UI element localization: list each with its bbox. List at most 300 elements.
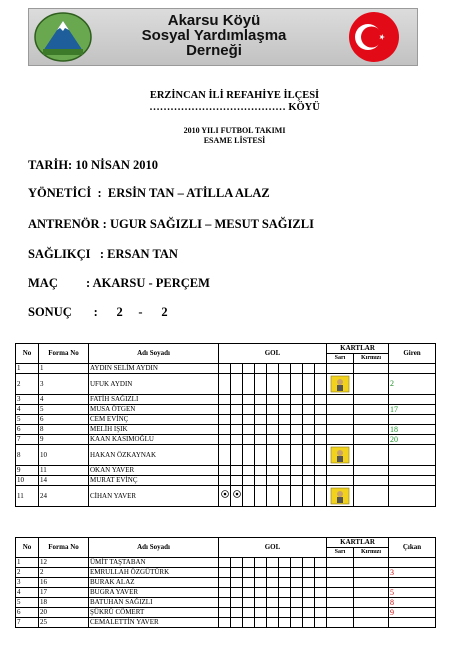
row-no: 10 (16, 476, 39, 486)
row-jersey: 3 (39, 374, 89, 395)
goal-cell (279, 374, 291, 395)
goal-cell (279, 578, 291, 588)
mountain-logo-icon (33, 11, 93, 63)
goal-cell (231, 608, 243, 618)
goal-cell (231, 486, 243, 507)
goal-cell (303, 364, 315, 374)
goal-cell (291, 466, 303, 476)
goal-cell (291, 364, 303, 374)
goal-cell (303, 435, 315, 445)
row-no: 9 (16, 466, 39, 476)
substitution-cell: 8 (389, 598, 436, 608)
header-yellow: Sarı (327, 354, 354, 364)
row-no: 4 (16, 588, 39, 598)
goal-cell (255, 415, 267, 425)
goal-cell (303, 476, 315, 486)
banner-line-3: Derneği (186, 42, 242, 59)
crescent-star-flag-icon (335, 11, 413, 63)
row-jersey: 18 (39, 598, 89, 608)
goal-cell (267, 445, 279, 466)
goal-cell (243, 578, 255, 588)
row-jersey: 20 (39, 608, 89, 618)
goal-cell (315, 364, 327, 374)
goal-cell (243, 608, 255, 618)
goal-cell (219, 568, 231, 578)
goal-cell (255, 486, 267, 507)
goal-cell (231, 466, 243, 476)
header-goal: GOL (219, 344, 327, 364)
goal-cell (279, 445, 291, 466)
red-card-cell (354, 588, 389, 598)
row-no: 3 (16, 395, 39, 405)
substitution-cell: 3 (389, 568, 436, 578)
goal-cell (267, 405, 279, 415)
goal-cell (243, 374, 255, 395)
goal-cell (219, 405, 231, 415)
goal-cell (231, 405, 243, 415)
table-row (16, 435, 436, 445)
header-no: No (16, 538, 39, 558)
row-no: 7 (16, 618, 39, 628)
goal-cell (267, 476, 279, 486)
red-card-cell (354, 435, 389, 445)
goal-cell (303, 598, 315, 608)
goal-cell (315, 558, 327, 568)
list-heading: ESAME LİSTESİ (203, 136, 266, 145)
row-player-name: ÜMİT TAŞTABAN (89, 558, 219, 568)
team-heading: 2010 YILI FUTBOL TAKIMI (183, 126, 286, 135)
goal-cell (243, 466, 255, 476)
header-goal: GOL (219, 538, 327, 558)
goal-cell (231, 435, 243, 445)
goal-cell (219, 476, 231, 486)
red-card-cell (354, 598, 389, 608)
table-row (16, 425, 436, 435)
village-heading: ………………………………… KÖYÜ (149, 102, 320, 113)
goal-cell (219, 578, 231, 588)
table-row (16, 415, 436, 425)
goal-cell (255, 395, 267, 405)
header-substitute-in: Giren (389, 344, 436, 364)
goal-cell (291, 568, 303, 578)
goal-cell (231, 374, 243, 395)
goal-cell (267, 578, 279, 588)
yellow-card-icon (329, 446, 351, 464)
goal-cell (279, 364, 291, 374)
goal-cell (279, 486, 291, 507)
goal-cell (267, 598, 279, 608)
goal-cell (219, 588, 231, 598)
goal-cell (291, 476, 303, 486)
goal-cell (255, 445, 267, 466)
goal-cell (291, 374, 303, 395)
goal-cell (291, 425, 303, 435)
substitution-cell (389, 476, 436, 486)
table-row (16, 558, 436, 568)
row-jersey: 5 (39, 405, 89, 415)
goal-cell (291, 486, 303, 507)
row-jersey: 17 (39, 588, 89, 598)
goal-cell (303, 466, 315, 476)
substitution-cell: 18 (389, 425, 436, 435)
goal-cell (291, 415, 303, 425)
goal-cell (279, 415, 291, 425)
table-row (16, 405, 436, 415)
row-player-name: BURAK ALAZ (89, 578, 219, 588)
yellow-card-cell (327, 588, 354, 598)
manager-field: YÖNETİCİ : ERSİN TAN – ATİLLA ALAZ (28, 186, 270, 200)
row-jersey: 2 (39, 568, 89, 578)
header-cards: KARTLAR (327, 538, 389, 548)
goal-cell (267, 425, 279, 435)
row-no: 2 (16, 568, 39, 578)
goal-cell (303, 415, 315, 425)
table-row (16, 578, 436, 588)
goal-cell (219, 466, 231, 476)
goal-cell (303, 395, 315, 405)
header-red: Kırmızı (354, 548, 389, 558)
row-player-name: CEMALETTİN YAVER (89, 618, 219, 628)
goal-cell (267, 435, 279, 445)
goal-cell (231, 476, 243, 486)
red-card-cell (354, 374, 389, 395)
goal-cell (279, 435, 291, 445)
goal-cell (231, 445, 243, 466)
substitution-cell (389, 578, 436, 588)
row-player-name: ŞÜKRÜ CÖMERT (89, 608, 219, 618)
goal-cell (219, 435, 231, 445)
goal-cell (231, 598, 243, 608)
goal-cell (255, 588, 267, 598)
row-no: 11 (16, 486, 39, 507)
goal-cell (219, 425, 231, 435)
red-card-cell (354, 415, 389, 425)
yellow-card-cell (327, 578, 354, 588)
goal-cell (255, 425, 267, 435)
goal-cell (315, 374, 327, 395)
yellow-card-cell (327, 405, 354, 415)
medic-field: SAĞLIKÇI : ERSAN TAN (28, 247, 178, 261)
goal-cell (303, 425, 315, 435)
goal-cell (291, 445, 303, 466)
row-jersey: 4 (39, 395, 89, 405)
yellow-card-cell (327, 415, 354, 425)
row-player-name: MELİH IŞIK (89, 425, 219, 435)
goal-cell (303, 588, 315, 598)
yellow-card-icon (329, 375, 351, 393)
red-card-cell (354, 364, 389, 374)
goal-cell (243, 405, 255, 415)
red-card-cell (354, 486, 389, 507)
yellow-card-cell (327, 364, 354, 374)
row-player-name: HAKAN ÖZKAYNAK (89, 445, 219, 466)
goal-cell (231, 568, 243, 578)
row-no: 1 (16, 558, 39, 568)
goal-cell (255, 598, 267, 608)
goal-cell (243, 395, 255, 405)
row-jersey: 24 (39, 486, 89, 507)
goal-cell (267, 558, 279, 568)
red-card-cell (354, 405, 389, 415)
table-row (16, 568, 436, 578)
goal-cell (303, 405, 315, 415)
goal-cell (267, 364, 279, 374)
header-name: Adı Soyadı (89, 344, 219, 364)
goal-cell (315, 486, 327, 507)
goal-cell (219, 608, 231, 618)
substitution-cell: 9 (389, 608, 436, 618)
goal-cell (279, 558, 291, 568)
goal-cell (291, 395, 303, 405)
goal-cell (267, 568, 279, 578)
goal-cell (255, 618, 267, 628)
substitution-cell: 17 (389, 405, 436, 415)
goal-cell (243, 486, 255, 507)
goal-cell (255, 558, 267, 568)
banner-line-2: Sosyal Yardımlaşma (141, 27, 287, 44)
substitution-cell (389, 364, 436, 374)
goal-cell (231, 578, 243, 588)
soccer-ball-icon (233, 490, 241, 498)
goal-cell (303, 608, 315, 618)
substitution-cell (389, 486, 436, 507)
goal-cell (231, 364, 243, 374)
row-no: 6 (16, 608, 39, 618)
row-no: 5 (16, 598, 39, 608)
table-row (16, 445, 436, 466)
yellow-card-cell (327, 445, 354, 466)
yellow-card-cell (327, 558, 354, 568)
goal-cell (315, 405, 327, 415)
header-jersey: Forma No (39, 344, 89, 364)
substitution-cell (389, 395, 436, 405)
substitution-cell: 2 (389, 374, 436, 395)
goal-cell (243, 568, 255, 578)
goal-cell (267, 618, 279, 628)
substitution-cell (389, 558, 436, 568)
goal-cell (315, 435, 327, 445)
goal-cell (279, 568, 291, 578)
substitution-cell (389, 445, 436, 466)
table-row (16, 374, 436, 395)
goal-cell (291, 435, 303, 445)
red-card-cell (354, 578, 389, 588)
goal-cell (315, 476, 327, 486)
yellow-card-cell (327, 598, 354, 608)
header-red: Kırmızı (354, 354, 389, 364)
substitution-cell: 5 (389, 588, 436, 598)
goal-cell (315, 618, 327, 628)
yellow-card-cell (327, 395, 354, 405)
row-jersey: 16 (39, 578, 89, 588)
goal-cell (279, 425, 291, 435)
goal-cell (219, 364, 231, 374)
goal-cell (231, 425, 243, 435)
goal-cell (315, 578, 327, 588)
table-row (16, 618, 436, 628)
goal-cell (279, 618, 291, 628)
goal-cell (219, 415, 231, 425)
red-card-cell (354, 445, 389, 466)
row-no: 8 (16, 445, 39, 466)
row-no: 2 (16, 374, 39, 395)
goal-cell (291, 598, 303, 608)
goal-cell (255, 374, 267, 395)
row-no: 1 (16, 364, 39, 374)
goal-cell (255, 578, 267, 588)
table-row (16, 598, 436, 608)
yellow-card-cell (327, 608, 354, 618)
goal-cell (291, 608, 303, 618)
row-player-name: AYDIN SELİM AYDIN (89, 364, 219, 374)
row-no: 7 (16, 435, 39, 445)
goal-cell (315, 568, 327, 578)
goal-cell (243, 588, 255, 598)
goal-cell (291, 405, 303, 415)
row-jersey: 14 (39, 476, 89, 486)
red-card-cell (354, 558, 389, 568)
goal-cell (303, 578, 315, 588)
province-heading: ERZİNCAN İLİ REFAHİYE İLÇESİ (149, 90, 320, 101)
goal-cell (267, 395, 279, 405)
red-card-cell (354, 466, 389, 476)
row-player-name: MUSA ÖTGEN (89, 405, 219, 415)
table-row (16, 395, 436, 405)
row-player-name: BATUHAN SAĞIZLI (89, 598, 219, 608)
goal-cell (279, 476, 291, 486)
goal-cell (291, 578, 303, 588)
goal-cell (255, 568, 267, 578)
substitution-cell (389, 415, 436, 425)
goal-cell (243, 425, 255, 435)
goal-cell (279, 598, 291, 608)
goal-cell (315, 608, 327, 618)
goal-cell (243, 445, 255, 466)
goal-cell (255, 476, 267, 486)
row-player-name: BUGRA YAVER (89, 588, 219, 598)
yellow-card-cell (327, 568, 354, 578)
header-yellow: Sarı (327, 548, 354, 558)
red-card-cell (354, 608, 389, 618)
goal-cell (267, 374, 279, 395)
goal-cell (219, 374, 231, 395)
red-card-cell (354, 395, 389, 405)
goal-cell (219, 618, 231, 628)
goal-cell (255, 608, 267, 618)
goal-cell (219, 558, 231, 568)
row-no: 6 (16, 425, 39, 435)
yellow-card-cell (327, 374, 354, 395)
goal-cell (279, 466, 291, 476)
row-player-name: CİHAN YAVER (89, 486, 219, 507)
goal-cell (231, 558, 243, 568)
goal-cell (243, 435, 255, 445)
match-field: MAÇ : AKARSU - PERÇEM (28, 276, 210, 290)
goal-cell (315, 466, 327, 476)
goal-cell (303, 568, 315, 578)
row-player-name: UFUK AYDIN (89, 374, 219, 395)
goal-cell (219, 598, 231, 608)
row-player-name: OKAN YAVER (89, 466, 219, 476)
goal-cell (231, 588, 243, 598)
goal-cell (255, 466, 267, 476)
date-field: TARİH: 10 NİSAN 2010 (28, 158, 158, 172)
table-row (16, 608, 436, 618)
row-player-name: CEM EVİNÇ (89, 415, 219, 425)
goal-cell (315, 588, 327, 598)
red-card-cell (354, 425, 389, 435)
yellow-card-cell (327, 486, 354, 507)
goal-cell (255, 435, 267, 445)
goal-cell (243, 598, 255, 608)
goal-cell (267, 415, 279, 425)
goal-cell (279, 405, 291, 415)
coach-field: ANTRENÖR : UGUR SAĞIZLI – MESUT SAĞIZLI (28, 217, 314, 231)
row-jersey: 1 (39, 364, 89, 374)
goal-cell (315, 445, 327, 466)
row-player-name: MURAT EVİNÇ (89, 476, 219, 486)
row-jersey: 10 (39, 445, 89, 466)
red-card-cell (354, 568, 389, 578)
yellow-card-cell (327, 466, 354, 476)
row-no: 5 (16, 415, 39, 425)
goal-cell (303, 618, 315, 628)
row-player-name: FATİH SAĞIZLI (89, 395, 219, 405)
substitutes-table (15, 537, 436, 628)
goal-cell (255, 364, 267, 374)
red-card-cell (354, 618, 389, 628)
goal-cell (315, 395, 327, 405)
yellow-card-icon (329, 487, 351, 505)
table-row (16, 476, 436, 486)
goal-cell (243, 415, 255, 425)
yellow-card-cell (327, 618, 354, 628)
goal-cell (231, 415, 243, 425)
goal-cell (243, 476, 255, 486)
goal-cell (231, 618, 243, 628)
starting-lineup-table (15, 343, 436, 507)
goal-cell (291, 588, 303, 598)
row-player-name: KAAN KASIMOĞLU (89, 435, 219, 445)
header-cards: KARTLAR (327, 344, 389, 354)
header-name: Adı Soyadı (89, 538, 219, 558)
goal-cell (231, 395, 243, 405)
red-card-cell (354, 476, 389, 486)
row-jersey: 8 (39, 425, 89, 435)
goal-cell (267, 608, 279, 618)
substitution-cell (389, 618, 436, 628)
goal-cell (303, 486, 315, 507)
goal-cell (267, 588, 279, 598)
header-jersey: Forma No (39, 538, 89, 558)
goal-cell (279, 395, 291, 405)
goal-cell (243, 364, 255, 374)
goal-cell (315, 425, 327, 435)
substitution-cell (389, 466, 436, 476)
goal-cell (291, 558, 303, 568)
yellow-card-cell (327, 425, 354, 435)
table-row (16, 486, 436, 507)
goal-cell (315, 598, 327, 608)
row-no: 3 (16, 578, 39, 588)
goal-cell (267, 466, 279, 476)
goal-cell (219, 395, 231, 405)
banner-line-1: Akarsu Köyü (167, 12, 261, 29)
row-jersey: 25 (39, 618, 89, 628)
table-row (16, 466, 436, 476)
row-jersey: 12 (39, 558, 89, 568)
association-banner (28, 8, 418, 66)
